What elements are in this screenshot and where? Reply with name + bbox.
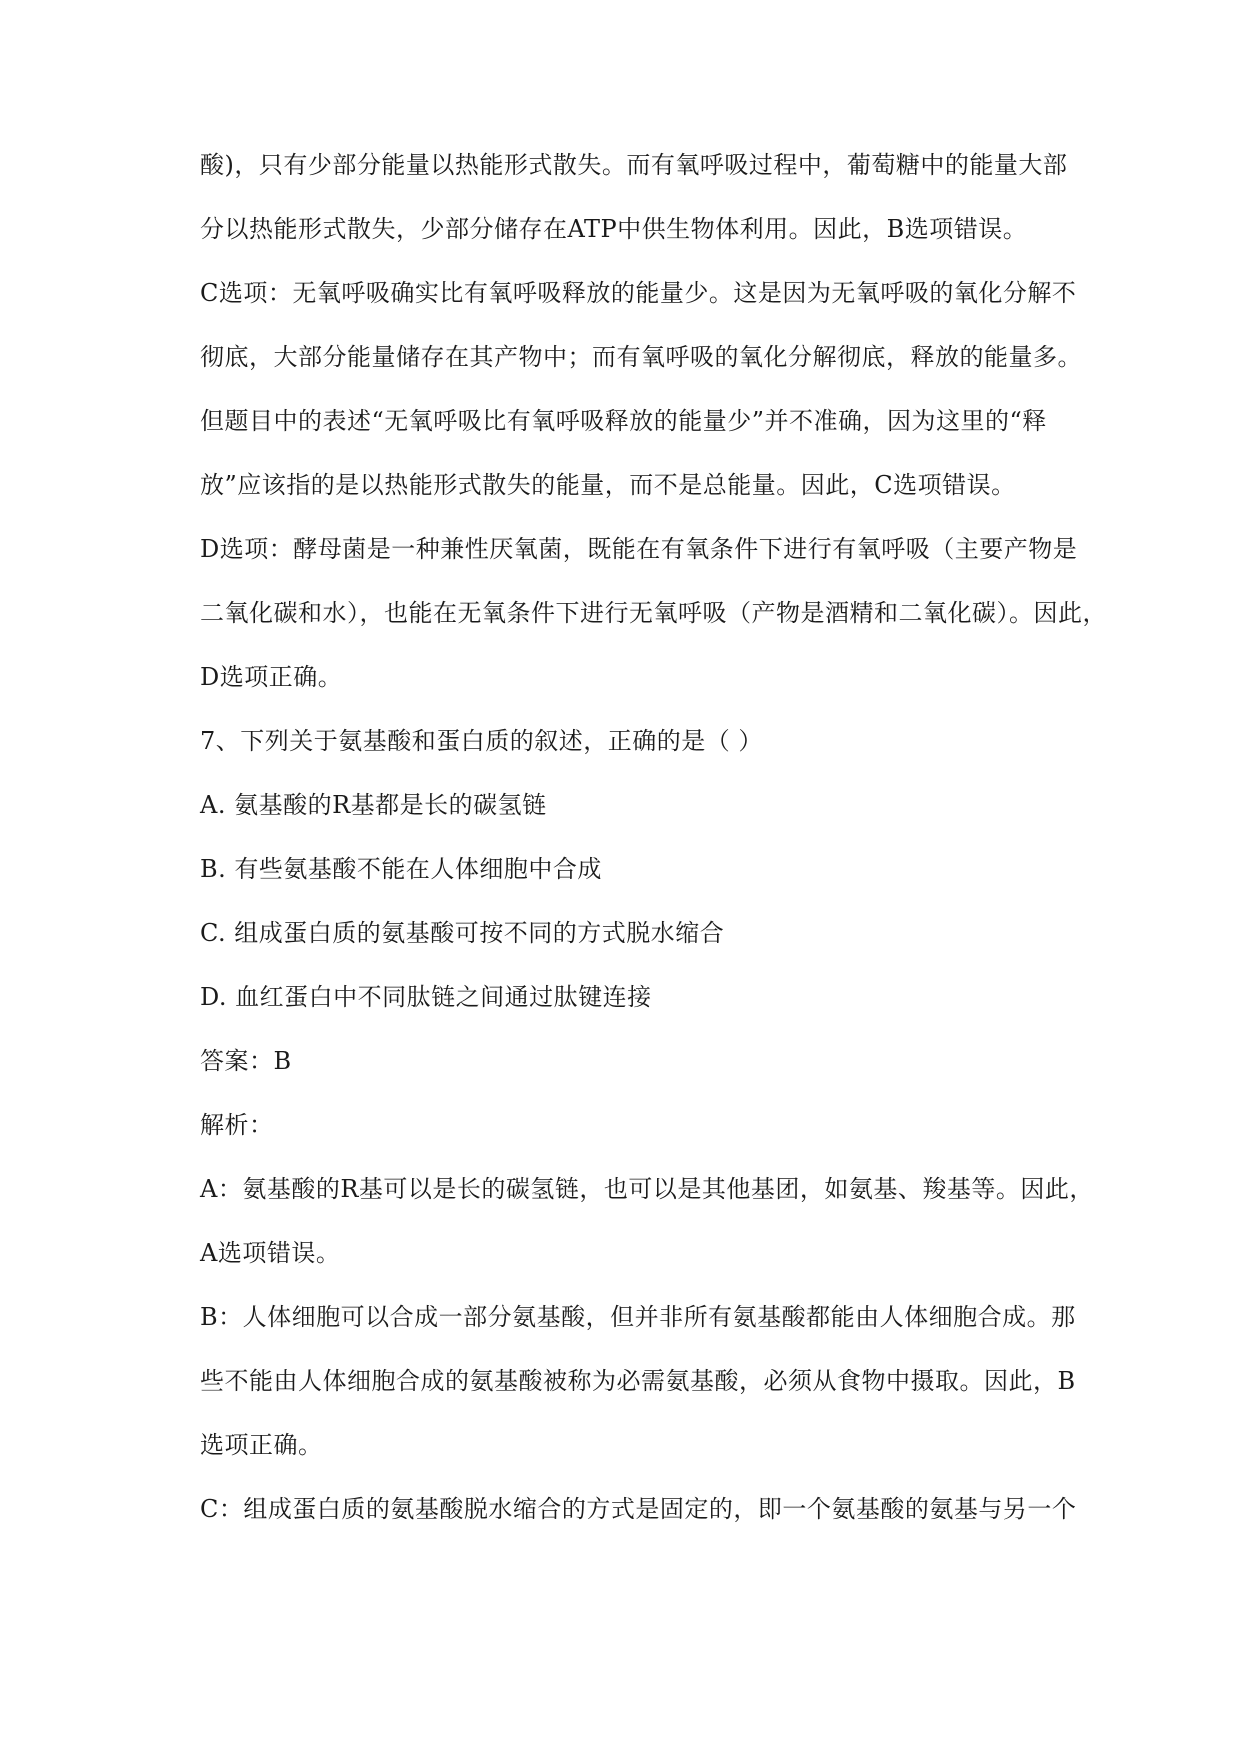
text-line: 酸)，只有少部分能量以热能形式散失。而有氧呼吸过程中，葡萄糖中的能量大部: [200, 151, 1068, 179]
option-d: D. 血红蛋白中不同肽链之间通过肽键连接: [200, 983, 652, 1011]
text-line: C：组成蛋白质的氨基酸脱水缩合的方式是固定的，即一个氨基酸的氨基与另一个: [200, 1495, 1077, 1523]
option-b: B. 有些氨基酸不能在人体细胞中合成: [200, 855, 602, 883]
text-line: 选项正确。: [200, 1431, 323, 1459]
text-line: C选项：无氧呼吸确实比有氧呼吸释放的能量少。这是因为无氧呼吸的氧化分解不: [200, 279, 1077, 307]
question-stem: 7、下列关于氨基酸和蛋白质的叙述，正确的是（ ）: [200, 727, 763, 755]
text-line: 二氧化碳和水），也能在无氧条件下进行无氧呼吸（产物是酒精和二氧化碳）。因此，: [200, 599, 1107, 627]
text-line: B：人体细胞可以合成一部分氨基酸，但并非所有氨基酸都能由人体细胞合成。那: [200, 1303, 1076, 1331]
text-line: 些不能由人体细胞合成的氨基酸被称为必需氨基酸，必须从食物中摄取。因此，B: [200, 1367, 1076, 1395]
text-line: 彻底，大部分能量储存在其产物中；而有氧呼吸的氧化分解彻底，释放的能量多。: [200, 343, 1082, 371]
document-body: [200, 145, 1107, 1553]
text-line: A选项错误。: [200, 1239, 341, 1267]
analysis-heading: 解析：: [200, 1111, 274, 1139]
text-line: 放”应该指的是以热能形式散失的能量，而不是总能量。因此，C选项错误。: [200, 471, 1016, 499]
text-line: D选项正确。: [200, 663, 343, 691]
text-line: 但题目中的表述“无氧呼吸比有氧呼吸释放的能量少”并不准确，因为这里的“释: [200, 407, 1047, 435]
answer-line: 答案：B: [200, 1047, 292, 1075]
text-line: A：氨基酸的R基可以是长的碳氢链，也可以是其他基团，如氨基、羧基等。因此，: [200, 1175, 1094, 1203]
text-line: 分以热能形式散失，少部分储存在ATP中供生物体利用。因此，B选项错误。: [200, 215, 1028, 243]
option-a: A. 氨基酸的R基都是长的碳氢链: [200, 791, 547, 819]
option-c: C. 组成蛋白质的氨基酸可按不同的方式脱水缩合: [200, 919, 725, 947]
text-line: D选项：酵母菌是一种兼性厌氧菌，既能在有氧条件下进行有氧呼吸（主要产物是: [200, 535, 1078, 563]
